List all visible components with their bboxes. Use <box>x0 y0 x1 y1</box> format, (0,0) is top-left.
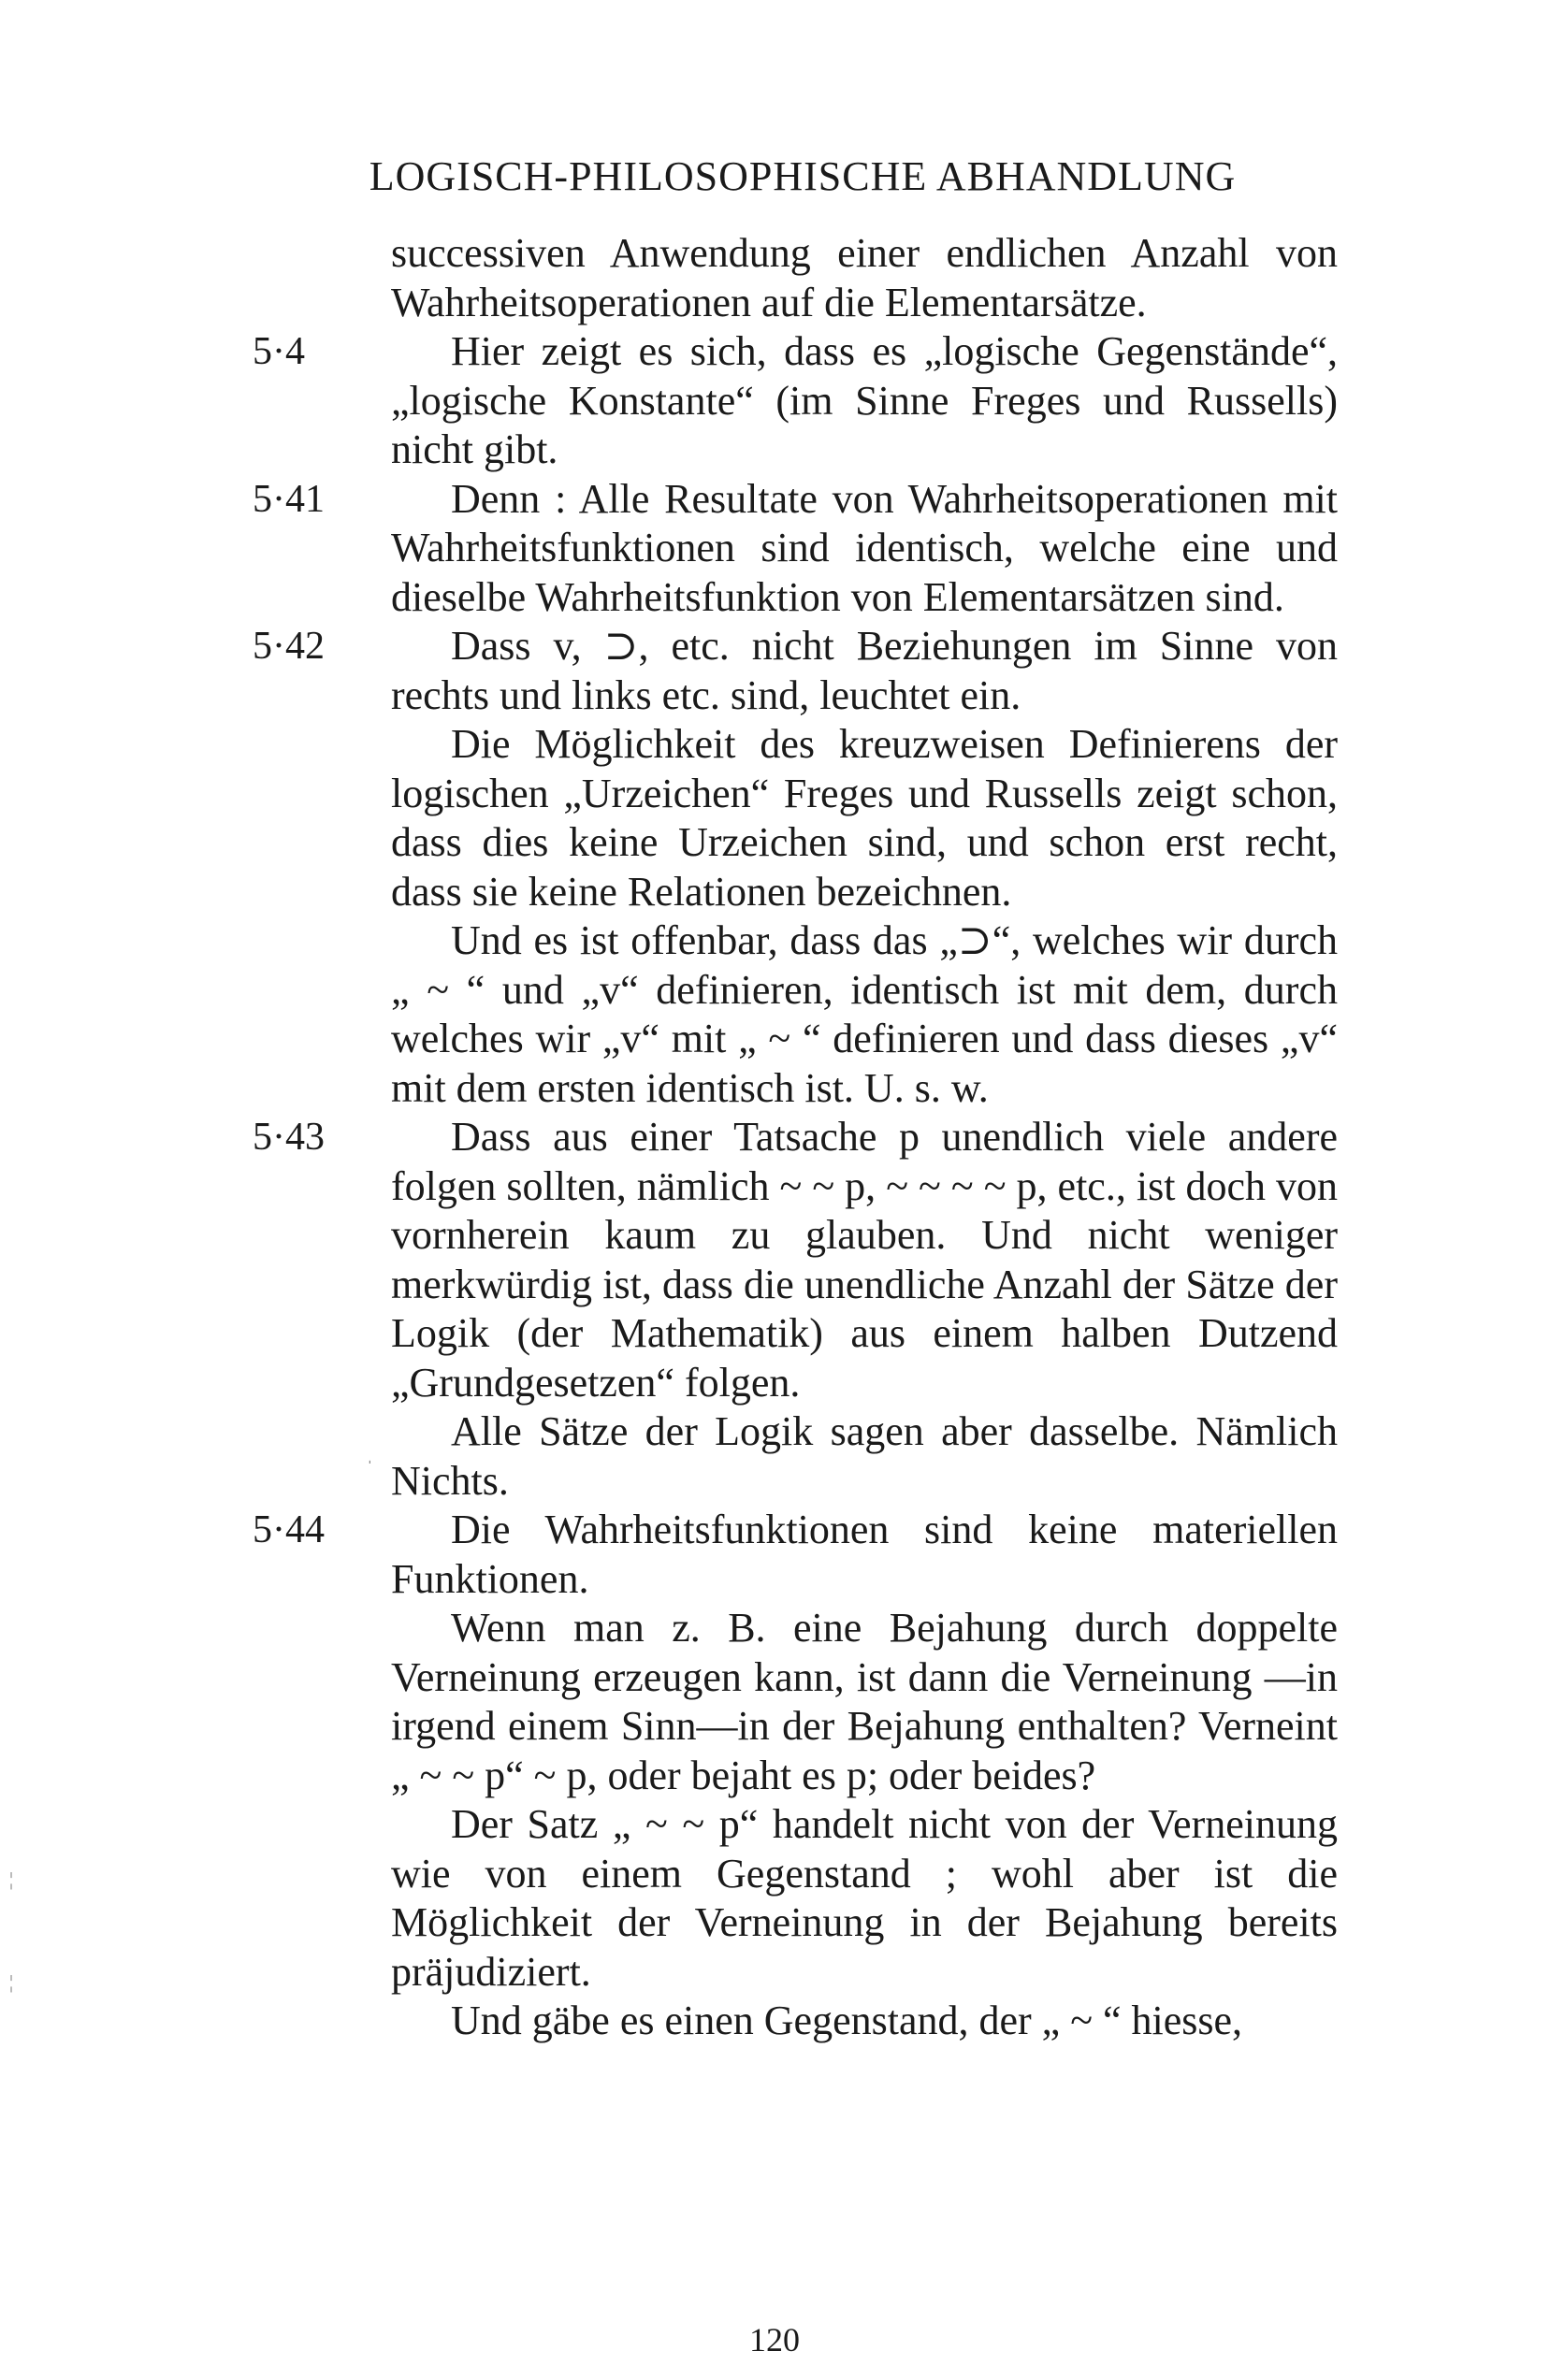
paragraph-5-42-cont-2 <box>391 916 1338 1113</box>
paragraph-5-44 <box>253 1506 1338 1604</box>
paragraph-5-42 <box>253 622 1338 720</box>
paragraph-5-44-cont-3 <box>391 1997 1338 2046</box>
margin-speck: ¦ <box>9 1972 14 1993</box>
section-number: 5·44 <box>253 1508 325 1551</box>
paragraph-continued <box>391 229 1338 327</box>
paragraph-5-44-cont-2 <box>391 1800 1338 1997</box>
paragraph-5-41 <box>253 475 1338 623</box>
paragraph-5-43 <box>253 1113 1338 1407</box>
paragraph-text: Dass v, ⊃, etc. nicht Beziehungen im Sinne von rechts und links etc. sind, leuchtet ein. <box>391 623 1338 718</box>
paragraph-5-44-cont-1 <box>391 1604 1338 1800</box>
text-body <box>253 229 1338 2046</box>
paragraph-text: Denn : Alle Resultate von Wahrheitsoperationen mit Wahrheitsfunktionen sind identisch, welche eine und dieselbe Wahrheitsfunktion von Elementarsätzen sind. <box>391 475 1338 620</box>
paragraph-text: successiven Anwendung einer endlichen Anzahl von Wahrheitsoperationen auf die Elementarsätze. <box>391 230 1338 325</box>
section-number: 5·42 <box>253 625 325 668</box>
section-number: 5·43 <box>253 1116 325 1159</box>
section-number: 5·41 <box>253 477 325 521</box>
paragraph-text: Dass aus einer Tatsache p unendlich viele andere folgen sollten, nämlich ~ ~ p, ~ ~ ~ ~ p, etc., ist doch von vornherein kaum zu glauben. Und nicht weniger merkwürdig ist, dass die unendliche Anzahl der Sätze der Logik (der Mathematik) aus einem halben Dutzend „Grundgesetzen“ folgen. <box>391 1114 1338 1406</box>
section-number: 5·4 <box>253 330 305 373</box>
paragraph-text: Wenn man z. B. eine Bejahung durch doppelte Verneinung erzeugen kann, ist dann die Verneinung —in irgend einem Sinn—in der Bejahung enthalten? Verneint „ ~ ~ p“ ~ p, oder bejaht es p; oder beides? <box>391 1605 1338 1798</box>
paragraph-text: Die Möglichkeit des kreuzweisen Definierens der logischen „Urzeichen“ Freges und Russells zeigt schon, dass dies keine Urzeichen sind, und schon erst recht, dass sie keine Relationen bezeichnen. <box>391 721 1338 915</box>
paragraph-text: Der Satz „ ~ ~ p“ handelt nicht von der Verneinung wie von einem Gegenstand ; wohl aber ist die Möglichkeit der Verneinung in der Bejahung bereits präjudiziert. <box>391 1801 1338 1995</box>
paragraph-5-4 <box>253 327 1338 475</box>
margin-speck: ¦ <box>9 1869 14 1890</box>
margin-speck: ˈ <box>367 1458 373 1478</box>
paragraph-text: Alle Sätze der Logik sagen aber dasselbe. Nämlich Nichts. <box>391 1408 1338 1504</box>
page-number: 120 <box>749 2321 800 2358</box>
paragraph-5-43-cont <box>391 1407 1338 1506</box>
paragraph-text: Die Wahrheitsfunktionen sind keine materiellen Funktionen. <box>391 1507 1338 1602</box>
paragraph-text: Und gäbe es einen Gegenstand, der „ ~ “ hiesse, <box>451 1998 1243 2043</box>
paragraph-text: Hier zeigt es sich, dass es „logische Gegenstände“, „logische Konstante“ (im Sinne Freges und Russells) nicht gibt. <box>391 328 1338 472</box>
paragraph-5-42-cont-1 <box>391 720 1338 916</box>
running-title: LOGISCH-PHILOSOPHISCHE ABHANDLUNG <box>369 153 1237 199</box>
paragraph-text: Und es ist offenbar, dass das „⊃“, welches wir durch „ ~ “ und „v“ definieren, identisch ist mit dem, durch welches wir „v“ mit „ ~ “ definieren und dass dieses „v“ mit dem ersten identisch ist. U. s. w. <box>391 917 1338 1111</box>
